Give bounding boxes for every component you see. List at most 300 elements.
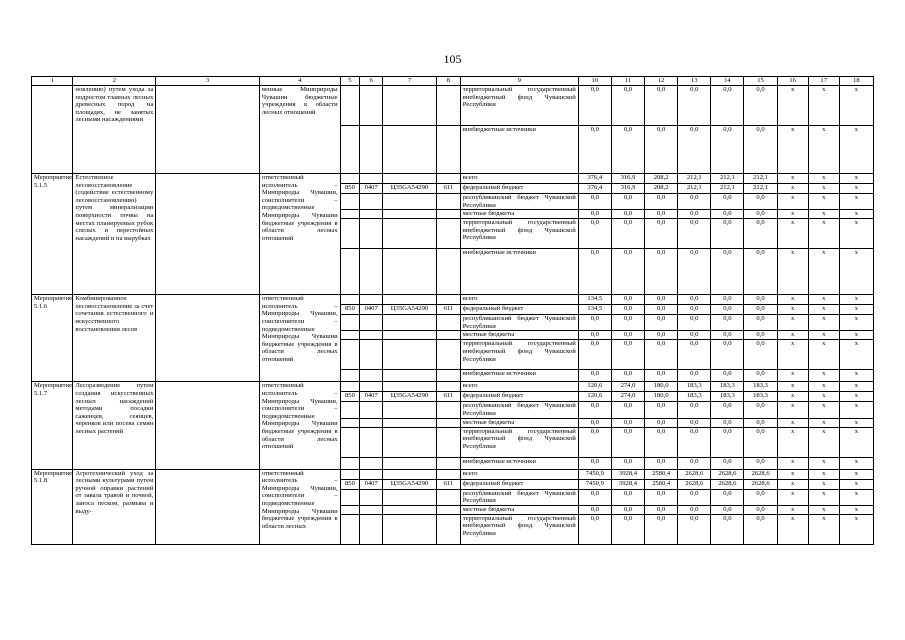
budget-code-cell xyxy=(436,370,460,382)
budget-code-cell xyxy=(383,457,437,469)
value-cell: x xyxy=(808,340,839,370)
budget-code-cell xyxy=(340,469,360,479)
value-cell: x xyxy=(808,315,839,331)
value-cell: 0,0 xyxy=(645,340,678,370)
budget-code-cell xyxy=(436,489,460,505)
value-cell: 0,0 xyxy=(744,194,777,210)
value-cell: 0,0 xyxy=(744,249,777,295)
table-row xyxy=(32,382,874,392)
value-cell: x xyxy=(808,402,839,418)
value-cell: 0,0 xyxy=(645,402,678,418)
value-cell: 0,0 xyxy=(678,427,711,457)
measure-name: Естественное лесовосстановление (содействие естественному лесовосстановлению) путем минерализации поверхности почвы на местах планируемых рубок спелых и перестойных насаждений и на вырубках xyxy=(73,174,156,295)
funding-source: внебюджетные источники xyxy=(460,370,578,382)
budget-code: 611 xyxy=(436,305,460,315)
value-cell: x xyxy=(777,370,808,382)
budget-code-cell xyxy=(360,370,383,382)
budget-code-cell xyxy=(360,402,383,418)
value-cell: x xyxy=(839,489,873,505)
value-cell: 0,0 xyxy=(678,86,711,126)
budget-code-cell xyxy=(340,427,360,457)
value-cell: x xyxy=(808,392,839,402)
budget-code-cell xyxy=(383,219,437,249)
funding-source: территориальный государственный внебюджетный фонд Чувашской Республики xyxy=(460,340,578,370)
value-cell: 0,0 xyxy=(645,331,678,340)
value-cell: x xyxy=(777,331,808,340)
funding-source: внебюджетные источники xyxy=(460,457,578,469)
budget-code-cell xyxy=(436,469,460,479)
value-cell: x xyxy=(777,418,808,427)
budget-code-cell xyxy=(436,249,460,295)
funding-source: местные бюджеты xyxy=(460,418,578,427)
value-cell: 0,0 xyxy=(578,331,611,340)
value-cell: x xyxy=(808,382,839,392)
value-cell: 134,5 xyxy=(578,305,611,315)
value-cell: 120,6 xyxy=(578,392,611,402)
value-cell: 2628,6 xyxy=(711,469,744,479)
budget-code: 0407 xyxy=(360,184,383,194)
budget-code-cell xyxy=(340,331,360,340)
value-cell: 0,0 xyxy=(611,514,644,544)
column-number: 5 xyxy=(340,77,360,86)
budget-code-cell xyxy=(340,340,360,370)
column-number: 14 xyxy=(711,77,744,86)
value-cell: x xyxy=(808,514,839,544)
value-cell: 0,0 xyxy=(645,210,678,219)
value-cell: x xyxy=(808,469,839,479)
value-cell: x xyxy=(808,295,839,305)
value-cell: 0,0 xyxy=(645,86,678,126)
value-cell: 0,0 xyxy=(578,86,611,126)
value-cell: 134,5 xyxy=(578,295,611,305)
column-number: 13 xyxy=(678,77,711,86)
table-row xyxy=(32,86,874,126)
value-cell: x xyxy=(777,382,808,392)
table-row xyxy=(32,174,874,184)
funding-source: территориальный государственный внебюджетный фонд Чувашской Республики xyxy=(460,219,578,249)
budget-code-cell xyxy=(360,126,383,174)
value-cell: 0,0 xyxy=(711,418,744,427)
value-cell: x xyxy=(777,210,808,219)
column-number: 6 xyxy=(360,77,383,86)
value-cell: 0,0 xyxy=(744,210,777,219)
value-cell: 0,0 xyxy=(744,315,777,331)
value-cell: 0,0 xyxy=(678,457,711,469)
value-cell: 0,0 xyxy=(645,305,678,315)
value-cell: 0,0 xyxy=(611,402,644,418)
funding-source: всего xyxy=(460,295,578,305)
value-cell: 0,0 xyxy=(611,86,644,126)
value-cell: 0,0 xyxy=(645,418,678,427)
value-cell: x xyxy=(808,86,839,126)
value-cell: 0,0 xyxy=(711,219,744,249)
value-cell: 0,0 xyxy=(611,331,644,340)
budget-code: Ц35GA54290 xyxy=(383,305,437,315)
budget-code-cell xyxy=(340,194,360,210)
value-cell: 0,0 xyxy=(711,402,744,418)
value-cell: 180,0 xyxy=(645,392,678,402)
value-cell: 2628,6 xyxy=(744,479,777,489)
measure-label-cell xyxy=(32,86,73,174)
value-cell: 0,0 xyxy=(711,86,744,126)
value-cell: 0,0 xyxy=(711,489,744,505)
value-cell: 0,0 xyxy=(611,370,644,382)
value-cell: 0,0 xyxy=(678,370,711,382)
table-row xyxy=(32,469,874,479)
value-cell: 2628,6 xyxy=(678,479,711,489)
value-cell: 212,1 xyxy=(744,174,777,184)
funding-source: федеральный бюджет xyxy=(460,305,578,315)
target-cell xyxy=(156,86,260,174)
funding-source: федеральный бюджет xyxy=(460,479,578,489)
budget-code-cell xyxy=(360,514,383,544)
value-cell: 0,0 xyxy=(578,505,611,514)
value-cell: x xyxy=(839,305,873,315)
budget-code-cell xyxy=(340,370,360,382)
value-cell: 0,0 xyxy=(744,427,777,457)
value-cell: x xyxy=(808,126,839,174)
value-cell: 2580,4 xyxy=(645,479,678,489)
value-cell: 0,0 xyxy=(711,514,744,544)
value-cell: 0,0 xyxy=(578,249,611,295)
target-cell xyxy=(156,295,260,382)
value-cell: 0,0 xyxy=(711,315,744,331)
budget-code-cell xyxy=(360,295,383,305)
value-cell: 0,0 xyxy=(678,249,711,295)
budget-code-cell xyxy=(436,194,460,210)
measure-name: Комбинированное лесовосстановление за счет сочетания естественного и искусственного восстановления лесов xyxy=(73,295,156,382)
value-cell: x xyxy=(777,315,808,331)
funding-source: территориальный государственный внебюджетный фонд Чувашской Республики xyxy=(460,514,578,544)
value-cell: x xyxy=(777,505,808,514)
budget-code-cell xyxy=(383,194,437,210)
value-cell: 0,0 xyxy=(611,210,644,219)
column-number: 2 xyxy=(73,77,156,86)
value-cell: x xyxy=(839,219,873,249)
value-cell: 0,0 xyxy=(578,370,611,382)
funding-source: местные бюджеты xyxy=(460,210,578,219)
funding-source: внебюджетные источники xyxy=(460,126,578,174)
budget-code-cell xyxy=(436,402,460,418)
value-cell: 0,0 xyxy=(578,315,611,331)
value-cell: 376,4 xyxy=(578,174,611,184)
measure-label: Мероприятие 5.1.6 xyxy=(32,295,73,382)
value-cell: 0,0 xyxy=(578,402,611,418)
budget-code: 850 xyxy=(340,184,360,194)
column-number: 4 xyxy=(259,77,340,86)
value-cell: 0,0 xyxy=(645,489,678,505)
budget-code-cell xyxy=(340,457,360,469)
value-cell: 274,0 xyxy=(611,382,644,392)
measure-name: Лесоразведение путем создания искусственных лесных насаждений методами посадки саженцев, сеянцев, черенков или посева семян лесных растений xyxy=(73,382,156,469)
column-number: 8 xyxy=(436,77,460,86)
column-number: 17 xyxy=(808,77,839,86)
value-cell: x xyxy=(777,249,808,295)
measure-name: новлению) путем ухода за подростом главных лесных древесных пород на площадях, не занятых лесными насаждениями xyxy=(73,86,156,174)
value-cell: 0,0 xyxy=(678,402,711,418)
measure-executor: ответственный исполнитель – Минприроды Чувашии, соисполнители – подведомственные Минприроды Чувашии бюджетные учреждения в области лесных отношений xyxy=(259,382,340,469)
funding-source: территориальный государственный внебюджетный фонд Чувашской Республики xyxy=(460,427,578,457)
budget-code-cell xyxy=(383,86,437,126)
budget-code-cell xyxy=(436,427,460,457)
value-cell: 0,0 xyxy=(678,315,711,331)
value-cell: 0,0 xyxy=(744,489,777,505)
value-cell: x xyxy=(777,469,808,479)
budget-code-cell xyxy=(383,489,437,505)
value-cell: 0,0 xyxy=(711,210,744,219)
budget-code-cell xyxy=(436,418,460,427)
value-cell: x xyxy=(839,457,873,469)
value-cell: 0,0 xyxy=(645,514,678,544)
target-cell xyxy=(156,469,260,544)
value-cell: 0,0 xyxy=(578,126,611,174)
budget-code: 611 xyxy=(436,479,460,489)
value-cell: x xyxy=(839,382,873,392)
value-cell: x xyxy=(777,479,808,489)
value-cell: x xyxy=(839,479,873,489)
value-cell: 0,0 xyxy=(711,295,744,305)
budget-code-cell xyxy=(360,340,383,370)
value-cell: x xyxy=(777,126,808,174)
value-cell: x xyxy=(777,174,808,184)
value-cell: 120,6 xyxy=(578,382,611,392)
budget-code-cell xyxy=(340,86,360,126)
budget-code-cell xyxy=(340,402,360,418)
value-cell: 183,3 xyxy=(744,392,777,402)
value-cell: x xyxy=(808,210,839,219)
value-cell: 0,0 xyxy=(711,505,744,514)
value-cell: 0,0 xyxy=(678,489,711,505)
value-cell: x xyxy=(839,469,873,479)
program-table xyxy=(31,76,874,545)
budget-code-cell xyxy=(383,469,437,479)
value-cell: x xyxy=(808,427,839,457)
value-cell: 0,0 xyxy=(678,505,711,514)
budget-code-cell xyxy=(383,418,437,427)
budget-code-cell xyxy=(360,382,383,392)
value-cell: 0,0 xyxy=(578,427,611,457)
budget-code-cell xyxy=(436,340,460,370)
value-cell: x xyxy=(808,184,839,194)
value-cell: x xyxy=(808,305,839,315)
budget-code-cell xyxy=(383,126,437,174)
value-cell: 0,0 xyxy=(744,370,777,382)
value-cell: 0,0 xyxy=(645,427,678,457)
budget-code-cell xyxy=(383,370,437,382)
budget-code: 850 xyxy=(340,392,360,402)
budget-code: Ц35GA54290 xyxy=(383,392,437,402)
budget-code-cell xyxy=(360,249,383,295)
budget-code-cell xyxy=(383,331,437,340)
value-cell: x xyxy=(808,479,839,489)
value-cell: x xyxy=(808,505,839,514)
value-cell: 0,0 xyxy=(744,331,777,340)
measure-label: Мероприятие 5.1.8 xyxy=(32,469,73,544)
value-cell: 212,1 xyxy=(711,174,744,184)
budget-code: 850 xyxy=(340,479,360,489)
funding-source: местные бюджеты xyxy=(460,505,578,514)
value-cell: 0,0 xyxy=(578,194,611,210)
budget-code-cell xyxy=(436,219,460,249)
value-cell: x xyxy=(777,86,808,126)
value-cell: 208,2 xyxy=(645,174,678,184)
value-cell: x xyxy=(839,295,873,305)
value-cell: x xyxy=(777,489,808,505)
budget-code: Ц35GA54290 xyxy=(383,184,437,194)
budget-code-cell xyxy=(383,514,437,544)
value-cell: x xyxy=(777,402,808,418)
value-cell: x xyxy=(839,331,873,340)
value-cell: x xyxy=(777,392,808,402)
value-cell: 0,0 xyxy=(711,305,744,315)
value-cell: 376,4 xyxy=(578,184,611,194)
value-cell: x xyxy=(839,514,873,544)
budget-code-cell xyxy=(383,174,437,184)
value-cell: x xyxy=(777,514,808,544)
page-number: 105 xyxy=(443,52,462,66)
budget-code-cell xyxy=(436,295,460,305)
value-cell: 0,0 xyxy=(645,370,678,382)
budget-code-cell xyxy=(340,505,360,514)
value-cell: 0,0 xyxy=(645,219,678,249)
budget-code-cell xyxy=(436,331,460,340)
column-number: 9 xyxy=(460,77,578,86)
value-cell: 7450,9 xyxy=(578,469,611,479)
value-cell: 0,0 xyxy=(711,370,744,382)
budget-code-cell xyxy=(383,315,437,331)
value-cell: 0,0 xyxy=(578,210,611,219)
budget-code: 611 xyxy=(436,392,460,402)
budget-code-cell xyxy=(360,210,383,219)
target-cell xyxy=(156,382,260,469)
value-cell: 2628,6 xyxy=(678,469,711,479)
value-cell: 0,0 xyxy=(611,305,644,315)
value-cell: 0,0 xyxy=(611,457,644,469)
column-number: 1 xyxy=(32,77,73,86)
budget-code-cell xyxy=(360,427,383,457)
value-cell: 0,0 xyxy=(678,295,711,305)
value-cell: x xyxy=(808,331,839,340)
value-cell: 0,0 xyxy=(611,249,644,295)
table-row xyxy=(32,295,874,305)
value-cell: 0,0 xyxy=(645,457,678,469)
budget-code-cell xyxy=(340,295,360,305)
budget-code-cell xyxy=(436,514,460,544)
value-cell: x xyxy=(808,249,839,295)
budget-code-cell xyxy=(360,331,383,340)
budget-code-cell xyxy=(436,505,460,514)
measure-label: Мероприятие 5.1.7 xyxy=(32,382,73,469)
budget-code-cell xyxy=(340,126,360,174)
value-cell: 0,0 xyxy=(678,418,711,427)
column-number: 16 xyxy=(777,77,808,86)
value-cell: 0,0 xyxy=(611,340,644,370)
funding-source: местные бюджеты xyxy=(460,331,578,340)
value-cell: x xyxy=(839,210,873,219)
budget-code-cell xyxy=(340,382,360,392)
value-cell: 0,0 xyxy=(711,194,744,210)
budget-code-cell xyxy=(360,219,383,249)
value-cell: 0,0 xyxy=(744,418,777,427)
budget-code-cell xyxy=(340,210,360,219)
budget-code-cell xyxy=(360,457,383,469)
value-cell: x xyxy=(777,340,808,370)
column-number: 12 xyxy=(645,77,678,86)
value-cell: 183,3 xyxy=(711,382,744,392)
value-cell: 0,0 xyxy=(678,194,711,210)
budget-code: 0407 xyxy=(360,479,383,489)
value-cell: x xyxy=(808,489,839,505)
budget-code-cell xyxy=(360,489,383,505)
column-number: 15 xyxy=(744,77,777,86)
value-cell: 7450,9 xyxy=(578,479,611,489)
value-cell: 180,0 xyxy=(645,382,678,392)
funding-source: всего xyxy=(460,174,578,184)
value-cell: x xyxy=(839,418,873,427)
measure-executor: венные Минприроды Чувашии бюджетные учреждения в области лесных отношений xyxy=(259,86,340,174)
value-cell: 0,0 xyxy=(611,295,644,305)
value-cell: 0,0 xyxy=(645,194,678,210)
value-cell: 316,9 xyxy=(611,184,644,194)
measure-executor: ответственный исполнитель – Минприроды Чувашии, соисполнители – подведомственные Минприроды Чувашии бюджетные учреждения в области лесных отношений xyxy=(259,174,340,295)
value-cell: x xyxy=(777,295,808,305)
value-cell: 0,0 xyxy=(611,126,644,174)
value-cell: 0,0 xyxy=(611,418,644,427)
budget-code-cell xyxy=(436,382,460,392)
budget-code-cell xyxy=(340,249,360,295)
budget-code-cell xyxy=(340,174,360,184)
budget-code-cell xyxy=(340,489,360,505)
value-cell: 0,0 xyxy=(678,514,711,544)
value-cell: x xyxy=(839,340,873,370)
value-cell: 0,0 xyxy=(578,219,611,249)
column-number-row xyxy=(32,77,874,86)
funding-source: всего xyxy=(460,382,578,392)
value-cell: 0,0 xyxy=(678,305,711,315)
value-cell: x xyxy=(808,418,839,427)
value-cell: 2628,6 xyxy=(711,479,744,489)
value-cell: 0,0 xyxy=(611,219,644,249)
measure-executor: ответственный исполнитель – Минприроды Чувашии, соисполнители – подведомственные Минприроды Чувашии бюджетные учреждения в области лесных xyxy=(259,469,340,544)
value-cell: 0,0 xyxy=(645,249,678,295)
value-cell: 0,0 xyxy=(578,514,611,544)
value-cell: 212,1 xyxy=(744,184,777,194)
value-cell: 274,0 xyxy=(611,392,644,402)
budget-code-cell xyxy=(360,469,383,479)
budget-code-cell xyxy=(360,194,383,210)
value-cell: 0,0 xyxy=(611,315,644,331)
value-cell: 316,9 xyxy=(611,174,644,184)
budget-code: 0407 xyxy=(360,305,383,315)
value-cell: x xyxy=(839,249,873,295)
funding-source: республиканский бюджет Чувашской Республики xyxy=(460,315,578,331)
value-cell: x xyxy=(777,219,808,249)
value-cell: x xyxy=(839,194,873,210)
value-cell: 0,0 xyxy=(611,505,644,514)
value-cell: x xyxy=(839,184,873,194)
value-cell: 0,0 xyxy=(678,219,711,249)
measure-name: Агротехнический уход за лесными культурами путем ручной оправки растений от завала травой и почвой, заноса песком, размыва и выду- xyxy=(73,469,156,544)
budget-code-cell xyxy=(340,514,360,544)
measure-label: Мероприятие 5.1.5 xyxy=(32,174,73,295)
budget-code-cell xyxy=(436,86,460,126)
value-cell: 0,0 xyxy=(744,340,777,370)
value-cell: 0,0 xyxy=(611,427,644,457)
table-body xyxy=(32,77,874,545)
value-cell: 208,2 xyxy=(645,184,678,194)
budget-code: 611 xyxy=(436,184,460,194)
budget-code-cell xyxy=(360,174,383,184)
